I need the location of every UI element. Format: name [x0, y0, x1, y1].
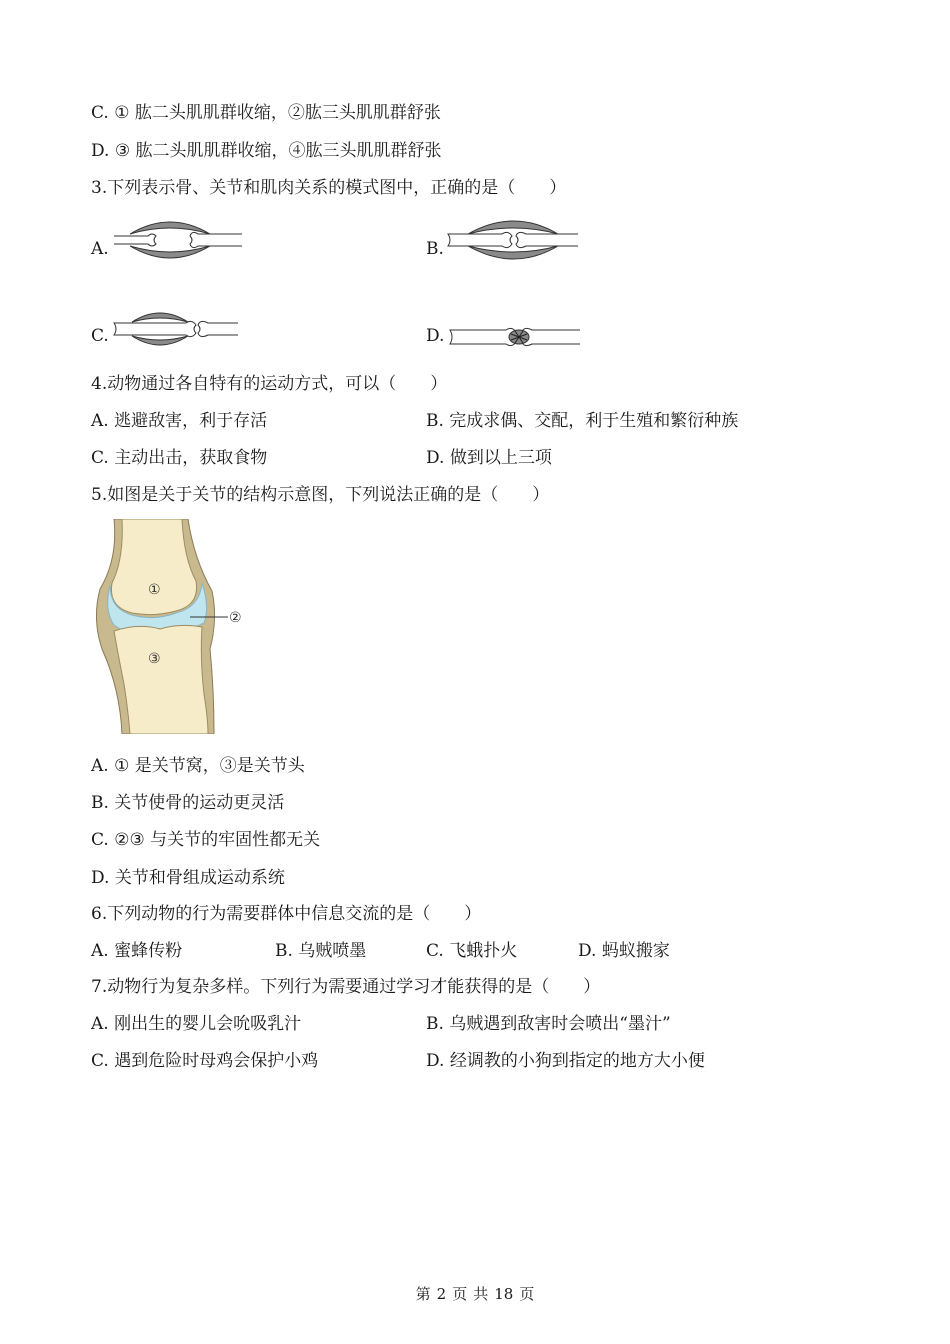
q2-option-c: C. ① 肱二头肌肌群收缩，②肱三头肌肌群舒张: [91, 103, 441, 123]
footer-pre: 第: [415, 1285, 431, 1303]
joint-label-3: ③: [148, 651, 161, 667]
joint-diagram: [92, 519, 248, 734]
q6-stem: 6.下列动物的行为需要群体中信息交流的是（ ）: [91, 904, 482, 924]
q4-option-d: D. 做到以上三项: [426, 448, 552, 468]
q6-option-d: D. 蚂蚁搬家: [578, 941, 670, 961]
q3-option-b-figure: [446, 212, 580, 268]
q3-option-d-label: D.: [426, 326, 445, 346]
q7-stem: 7.动物行为复杂多样。下列行为需要通过学习才能获得的是（ ）: [91, 977, 601, 997]
q4-option-c: C. 主动出击，获取食物: [91, 448, 268, 468]
q5-option-a: A. ① 是关节窝，③是关节头: [91, 756, 305, 776]
q6-option-c: C. 飞蛾扑火: [426, 941, 518, 961]
q3-option-b-label: B.: [426, 239, 444, 259]
q4-option-b: B. 完成求偶、交配，利于生殖和繁衍种族: [426, 411, 739, 431]
q2-option-d: D. ③ 肱二头肌肌群收缩，④肱三头肌肌群舒张: [91, 141, 442, 161]
q3-option-d-figure: [448, 322, 582, 352]
q3-option-a-figure: [112, 212, 244, 268]
q7-option-d: D. 经调教的小狗到指定的地方大小便: [426, 1051, 705, 1071]
q7-option-a: A. 刚出生的婴儿会吮吸乳汁: [91, 1014, 302, 1034]
q6-option-b: B. 乌贼喷墨: [275, 941, 367, 961]
q4-option-a: A. 逃避敌害，利于存活: [91, 411, 268, 431]
q7-option-c: C. 遇到危险时母鸡会保护小鸡: [91, 1051, 319, 1071]
q7-option-b: B. 乌贼遇到敌害时会喷出“墨汁”: [426, 1014, 671, 1034]
page-footer: [0, 1284, 950, 1304]
footer-total-pages: 18: [494, 1285, 514, 1303]
q4-stem: 4.动物通过各自特有的运动方式，可以（ ）: [91, 374, 448, 394]
q3-option-a-label: A.: [91, 239, 109, 259]
q6-option-a: A. 蜜蜂传粉: [91, 941, 183, 961]
joint-label-2: ②: [229, 610, 242, 626]
q3-stem: 3.下列表示骨、关节和肌肉关系的模式图中，正确的是（ ）: [91, 178, 567, 198]
q5-stem: 5.如图是关于关节的结构示意图，下列说法正确的是（ ）: [91, 485, 550, 505]
q5-option-c: C. ②③ 与关节的牢固性都无关: [91, 830, 321, 850]
footer-mid1: 页: [452, 1285, 468, 1303]
q3-option-c-figure: [112, 306, 240, 354]
footer-post: 页: [519, 1285, 535, 1303]
q5-option-d: D. 关节和骨组成运动系统: [91, 868, 285, 888]
footer-mid2: 共: [473, 1285, 489, 1303]
joint-label-1: ①: [148, 582, 161, 598]
q5-option-b: B. 关节使骨的运动更灵活: [91, 793, 285, 813]
footer-page-number: 2: [436, 1285, 447, 1303]
q3-option-c-label: C.: [91, 326, 109, 346]
